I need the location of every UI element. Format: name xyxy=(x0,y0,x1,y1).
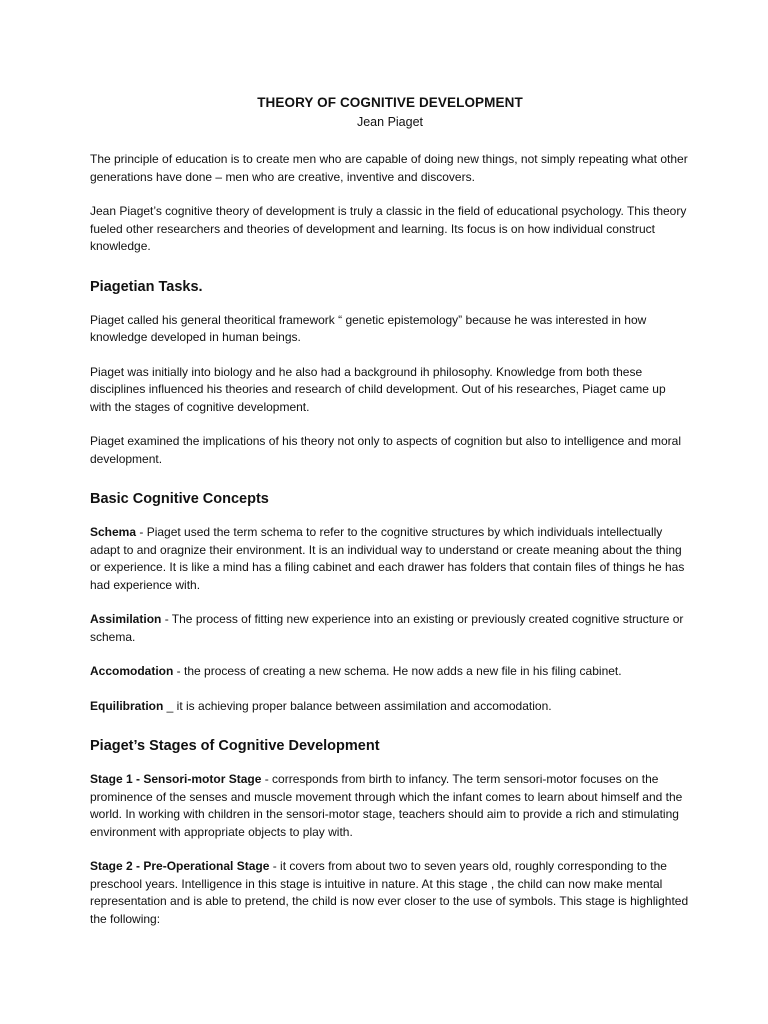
piagetian-paragraph-3: Piaget examined the implications of his theory not only to aspects of cognition but also to intelligence and moral development. xyxy=(90,434,682,466)
stage-description: - corresponds from birth to infancy. The term sensori-motor focuses on the prominence of the senses and muscle movement through which the infant comes to learn about himself and the world. In working with children in the sensori-motor stage, teachers should aim to provide a rich and stimulating environment with appropriate objects to play with. xyxy=(90,772,683,839)
intro-paragraph-1: The principle of education is to create men who are capable of doing new things, not simply repeating what other generations have done – men who are creative, inventive and discovers. xyxy=(90,152,688,184)
stage-description: - it covers from about two to seven years old, roughly corresponding to the preschool years. Intelligence in this stage is intuitive in nature. At this stage , the child can now make mental representation and is able to pretend, the child is now ever closer to the use of symbols. This stage is highlighted the following: xyxy=(90,859,689,926)
section-heading-basic-concepts: Basic Cognitive Concepts xyxy=(90,491,269,507)
document-title: THEORY OF COGNITIVE DEVELOPMENT xyxy=(257,95,523,110)
concept-assimilation xyxy=(90,611,690,646)
piagetian-paragraph-1: Piaget called his general theoritical framework “ genetic epistemology” because he was interested in how knowledge developed in human beings. xyxy=(90,312,647,344)
section-heading-stages: Piaget’s Stages of Cognitive Development xyxy=(90,738,380,754)
document-author: Jean Piaget xyxy=(356,115,424,129)
concept-term: Equilibration xyxy=(90,698,164,713)
concept-accomodation xyxy=(90,663,690,681)
concept-schema xyxy=(90,524,690,594)
section-heading-piagetian-tasks: Piagetian Tasks. xyxy=(90,278,203,295)
concept-term: Accomodation xyxy=(90,664,174,678)
piagetian-paragraph-2: Piaget was initially into biology and he also had a background ih philosophy. Knowledge from both these disciplines influenced his theories and research of child development. Out of his researches, Piaget came up with the stages of cognitive development. xyxy=(90,364,666,414)
intro-paragraph-2: Jean Piaget’s cognitive theory of development is truly a classic in the field of educational psychology. This theory fueled other researchers and theories of development and learning. Its focus is on how individual construct knowledge. xyxy=(90,204,687,253)
stage-1-paragraph xyxy=(90,771,690,841)
concept-definition: - Piaget used the term schema to refer to the cognitive structures by which individuals intellectually adapt to and oragnize their environment. It is an individual way to understand or create meaning about the thing or experience. It is like a mind has a filing cabinet and each drawer has folders that contain files of things he has had experience with. xyxy=(90,525,685,592)
stage-term: Stage 1 - Sensori-motor Stage xyxy=(90,772,262,786)
concept-definition: - the process of creating a new schema. He now adds a new file in his filing cabinet. xyxy=(173,664,622,678)
stage-term: Stage 2 - Pre-Operational Stage xyxy=(90,859,270,873)
stage-2-paragraph xyxy=(90,858,690,928)
concept-equilibration xyxy=(90,698,690,716)
concept-term: Schema xyxy=(90,525,137,539)
concept-definition: - The process of fitting new experience into an existing or previously created cognitive structure or schema. xyxy=(90,612,684,644)
document-page xyxy=(90,95,690,928)
concept-definition: _ it is achieving proper balance between assimilation and accomodation. xyxy=(163,698,552,713)
concept-term: Assimilation xyxy=(90,612,162,626)
